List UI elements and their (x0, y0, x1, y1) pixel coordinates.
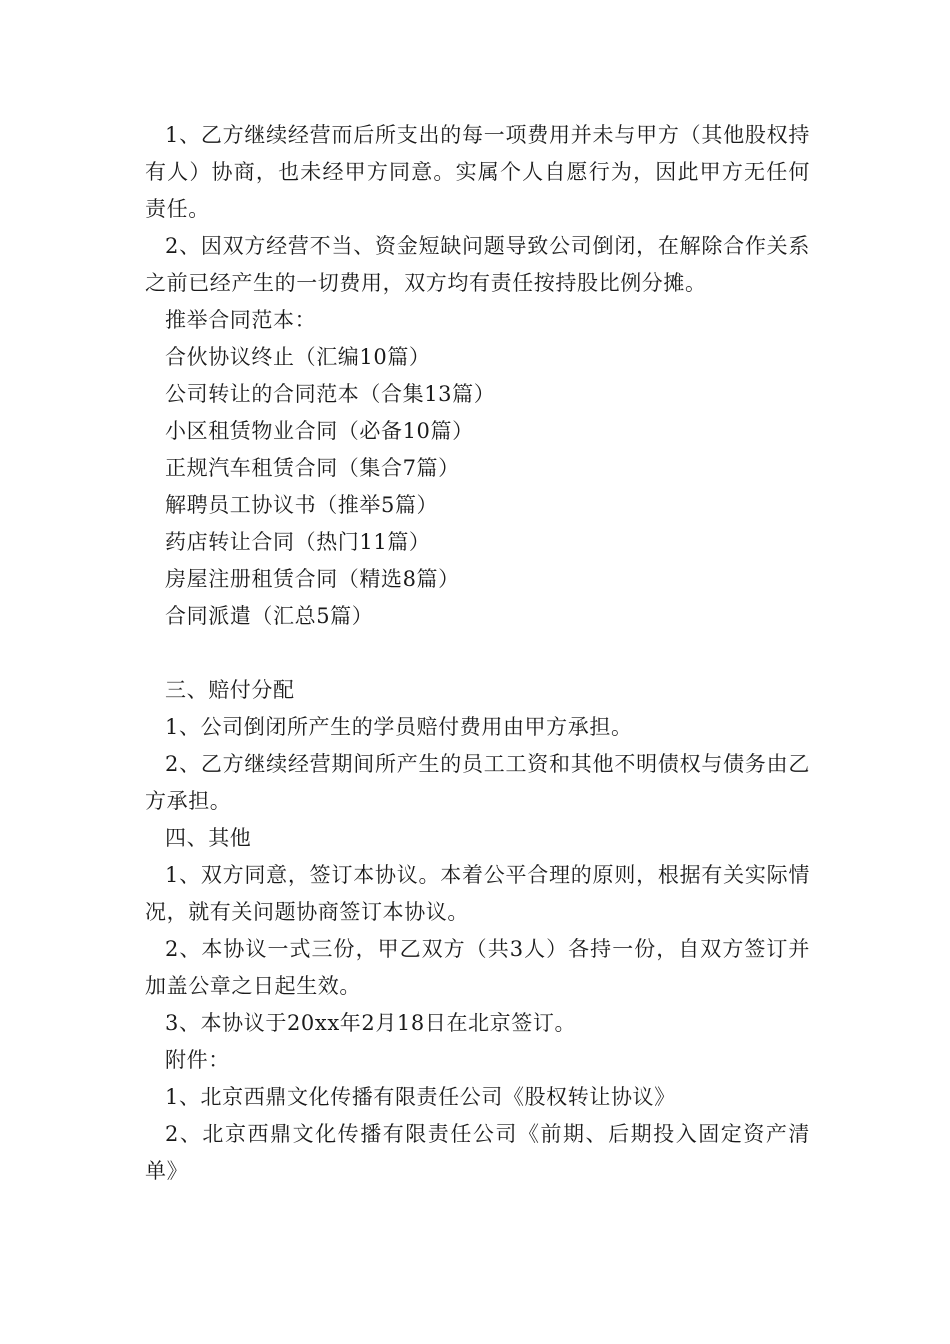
recommended-templates-heading: 推举合同范本： (165, 308, 317, 332)
paragraph-other-2: 2、本协议一式三份，甲乙双方（共3人）各持一份，自双方签订并加盖公章之日起生效。 (145, 937, 810, 998)
paragraph-compensation-2: 2、乙方继续经营期间所产生的员工工资和其他不明债权与债务由乙方承担。 (145, 752, 810, 813)
recommended-template-item: 房屋注册租赁合同（精选8篇） (165, 567, 460, 591)
recommended-template-item: 解聘员工协议书（推举5篇） (165, 493, 439, 517)
blank-line (145, 635, 810, 672)
paragraph-other-1: 1、双方同意，签订本协议。本着公平合理的原则，根据有关实际情况，就有关问题协商签订本协议。 (145, 863, 810, 924)
attachments-heading: 附件： (165, 1048, 230, 1072)
recommended-template-item: 合伙协议终止（汇编10篇） (165, 345, 431, 369)
paragraph-other-3: 3、本协议于20xx年2月18日在北京签订。 (165, 1011, 577, 1035)
document-body (145, 117, 810, 1190)
attachment-item: 2、北京西鼎文化传播有限责任公司《前期、后期投入固定资产清单》 (145, 1122, 810, 1183)
recommended-template-item: 小区租赁物业合同（必备10篇） (165, 419, 474, 443)
section-heading-other: 四、其他 (165, 826, 252, 850)
paragraph-clause-1: 1、乙方继续经营而后所支出的每一项费用并未与甲方（其他股权持有人）协商，也未经甲方同意。实属个人自愿行为，因此甲方无任何责任。 (145, 123, 810, 221)
attachment-item: 1、北京西鼎文化传播有限责任公司《股权转让协议》 (165, 1085, 676, 1109)
section-heading-compensation: 三、赔付分配 (165, 678, 295, 702)
recommended-template-item: 药店转让合同（热门11篇） (165, 530, 431, 554)
paragraph-compensation-1: 1、公司倒闭所产生的学员赔付费用由甲方承担。 (165, 715, 633, 739)
recommended-template-item: 正规汽车租赁合同（集合7篇） (165, 456, 460, 480)
recommended-template-item: 公司转让的合同范本（合集13篇） (165, 382, 496, 406)
recommended-template-item: 合同派遣（汇总5篇） (165, 604, 374, 628)
paragraph-clause-2: 2、因双方经营不当、资金短缺问题导致公司倒闭，在解除合作关系之前已经产生的一切费用，双方均有责任按持股比例分摊。 (145, 234, 810, 295)
